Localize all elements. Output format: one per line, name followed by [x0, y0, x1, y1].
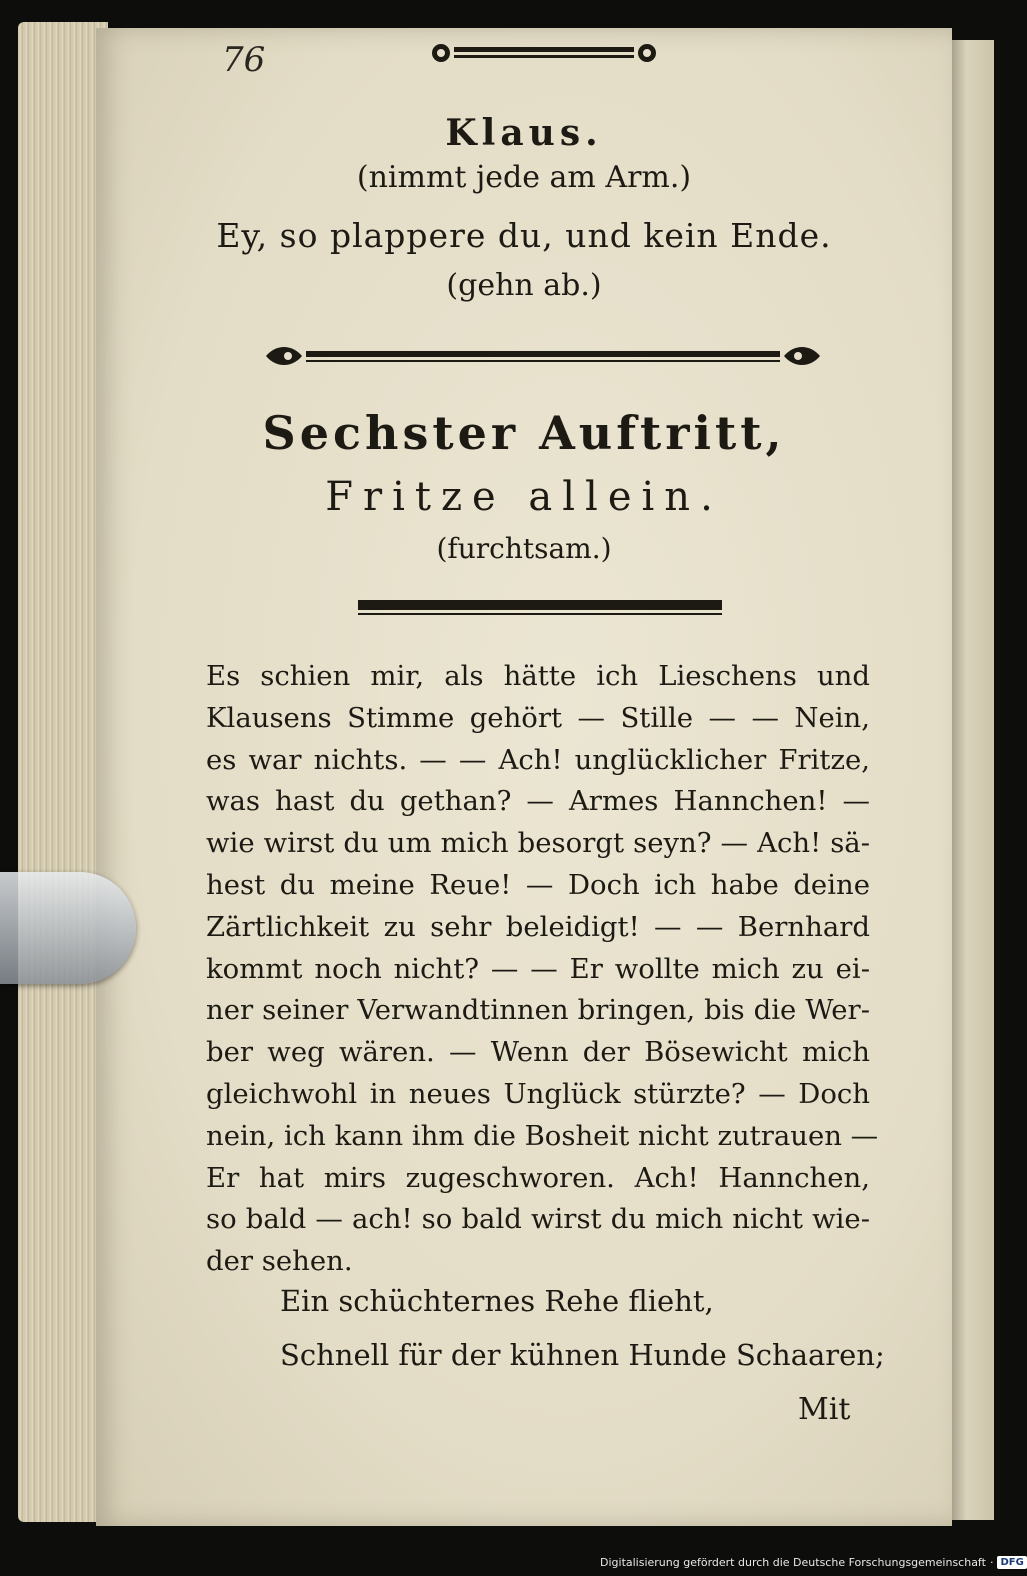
credit-separator: · [989, 1555, 994, 1569]
digitization-credit [600, 1552, 1024, 1572]
monologue-line: so bald — ach! so bald wirst du mich nicht wie- [206, 1203, 870, 1236]
monologue-paragraph [206, 656, 879, 1283]
monologue-line: nein, ich kann ihm die Bosheit nicht zutrauen — [206, 1119, 879, 1152]
monologue-line: der sehen. [206, 1245, 353, 1278]
verse-line: Schnell für der kühnen Hunde Schaaren; [280, 1338, 885, 1372]
credit-text: Digitalisierung gefördert durch die Deutsche Forschungsgemeinschaft [600, 1555, 986, 1569]
monologue-line: wie wirst du um mich besorgt seyn? — Ach! sä- [206, 827, 870, 860]
monologue-line: Er hat mirs zugeschworen. Ach! Hannchen, [206, 1161, 870, 1194]
monologue-line: Klausens Stimme gehört — Stille — — Nein, [206, 701, 870, 734]
scene-title: Sechster Auftritt, [262, 406, 786, 460]
monologue-line: was hast du gethan? — Armes Hannchen! — [206, 785, 870, 818]
scene-characters: Fritze allein. [325, 474, 723, 520]
book-page-edges [18, 22, 108, 1522]
stage-direction: (nimmt jede am Arm.) [356, 160, 692, 195]
page-clip [0, 872, 136, 984]
catchword: Mit [798, 1392, 851, 1427]
monologue-line: gleichwohl in neues Unglück stürzte? — Doch [206, 1077, 870, 1110]
speaker-name: Klaus. [445, 112, 603, 154]
monologue-line: ner seiner Verwandtinnen bringen, bis die Wer- [206, 994, 870, 1027]
section-rule [358, 600, 722, 620]
monologue-line: Es schien mir, als hätte ich Lieschens und [206, 660, 870, 692]
verse-line: Ein schüchternes Rehe flieht, [280, 1284, 714, 1318]
dialogue-line: Ey, so plappere du, und kein Ende. [216, 216, 832, 255]
right-page-edge [948, 40, 994, 1520]
scene-divider-ornament [262, 338, 824, 374]
monologue-line: es war nichts. — — Ach! unglücklicher Fritze, [206, 743, 870, 776]
exit-direction: (gehn ab.) [446, 268, 602, 303]
page-number: 76 [222, 40, 266, 80]
scene-direction: (furchtsam.) [436, 532, 612, 565]
monologue-line: kommt noch nicht? — — Er wollte mich zu ei- [206, 952, 870, 985]
monologue-line: hest du meine Reue! — Doch ich habe deine [206, 868, 870, 901]
header-ornament [428, 40, 660, 66]
monologue-line: Zärtlichkeit zu sehr beleidigt! — — Bernhard [206, 910, 870, 943]
monologue-line: ber weg wären. — Wenn der Bösewicht mich [206, 1036, 870, 1069]
dfg-logo: DFG [997, 1556, 1026, 1569]
